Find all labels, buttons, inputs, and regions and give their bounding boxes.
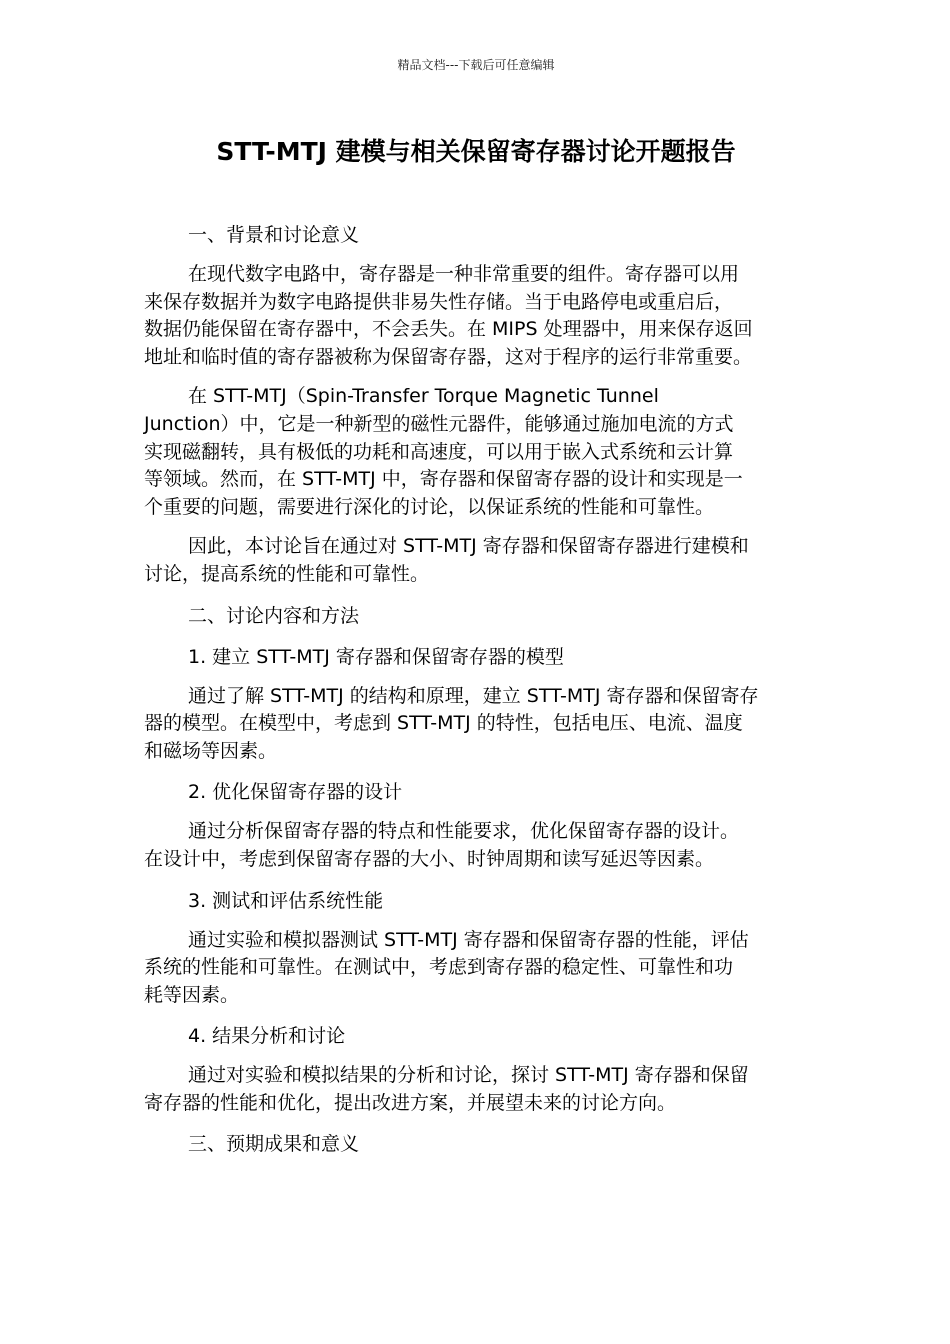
text-line: 实现磁翻转，具有极低的功耗和高速度，可以用于嵌入式系统和云计算 bbox=[144, 440, 734, 463]
text-line: 通过实验和模拟器测试 STT-MTJ 寄存器和保留寄存器的性能，评估 bbox=[188, 928, 749, 951]
text-line: 等领域。然而，在 STT-MTJ 中，寄存器和保留寄存器的设计和实现是一 bbox=[144, 468, 743, 491]
text-line: 和磁场等因素。 bbox=[144, 739, 278, 762]
text-line: 通过了解 STT-MTJ 的结构和原理，建立 STT-MTJ 寄存器和保留寄存 bbox=[188, 684, 759, 707]
document-title: STT-MTJ 建模与相关保留寄存器讨论开题报告 bbox=[216, 137, 736, 166]
text-line: 器的模型。在模型中，考虑到 STT-MTJ 的特性，包括电压、电流、温度 bbox=[144, 712, 743, 735]
item-heading-2: 2. 优化保留寄存器的设计 bbox=[188, 781, 403, 804]
paragraph-1 bbox=[144, 261, 808, 371]
text-line: 因此，本讨论旨在通过对 STT-MTJ 寄存器和保留寄存器进行建模和 bbox=[188, 535, 749, 558]
text-line: 通过对实验和模拟结果的分析和讨论，探讨 STT-MTJ 寄存器和保留 bbox=[188, 1064, 749, 1087]
text-line: Junction）中，它是一种新型的磁性元器件，能够通过施加电流的方式 bbox=[144, 412, 734, 435]
text-line: 讨论，提高系统的性能和可靠性。 bbox=[144, 562, 430, 585]
paragraph-3 bbox=[144, 533, 808, 588]
text-line: 寄存器的性能和优化，提出改进方案，并展望未来的讨论方向。 bbox=[144, 1091, 677, 1114]
text-line: 通过分析保留寄存器的特点和性能要求，优化保留寄存器的设计。 bbox=[188, 820, 740, 843]
section-heading-1: 一、背景和讨论意义 bbox=[188, 224, 360, 246]
text-line: 数据仍能保留在寄存器中，不会丢失。在 MIPS 处理器中，用来保存返回 bbox=[144, 318, 753, 341]
item-paragraph-2 bbox=[144, 818, 808, 873]
item-heading-1: 1. 建立 STT-MTJ 寄存器和保留寄存器的模型 bbox=[188, 645, 564, 668]
text-line: 在设计中，考虑到保留寄存器的大小、时钟周期和读写延迟等因素。 bbox=[144, 847, 715, 870]
item-paragraph-1 bbox=[144, 683, 808, 766]
section-heading-2: 二、讨论内容和方法 bbox=[188, 604, 360, 627]
section-heading-3: 三、预期成果和意义 bbox=[188, 1133, 360, 1156]
text-line: 地址和临时值的寄存器被称为保留寄存器，这对于程序的运行非常重要。 bbox=[144, 345, 753, 368]
paragraph-2 bbox=[144, 383, 808, 521]
page-header: 精品文档---下载后可任意编辑 bbox=[397, 58, 555, 72]
item-heading-4: 4. 结果分析和讨论 bbox=[188, 1025, 346, 1048]
text-line: 耗等因素。 bbox=[144, 983, 240, 1006]
text-line: 在 STT-MTJ（Spin-Transfer Torque Magnetic Tunnel bbox=[188, 385, 659, 408]
text-line: 个重要的问题，需要进行深化的讨论，以保证系统的性能和可靠性。 bbox=[144, 495, 715, 518]
item-paragraph-4 bbox=[144, 1062, 808, 1117]
item-paragraph-3 bbox=[144, 927, 808, 1010]
text-line: 在现代数字电路中，寄存器是一种非常重要的组件。寄存器可以用 bbox=[188, 263, 740, 285]
text-line: 来保存数据并为数字电路提供非易失性存储。当于电路停电或重启后， bbox=[144, 290, 734, 313]
text-line: 系统的性能和可靠性。在测试中，考虑到寄存器的稳定性、可靠性和功 bbox=[144, 956, 734, 979]
item-heading-3: 3. 测试和评估系统性能 bbox=[188, 889, 384, 912]
